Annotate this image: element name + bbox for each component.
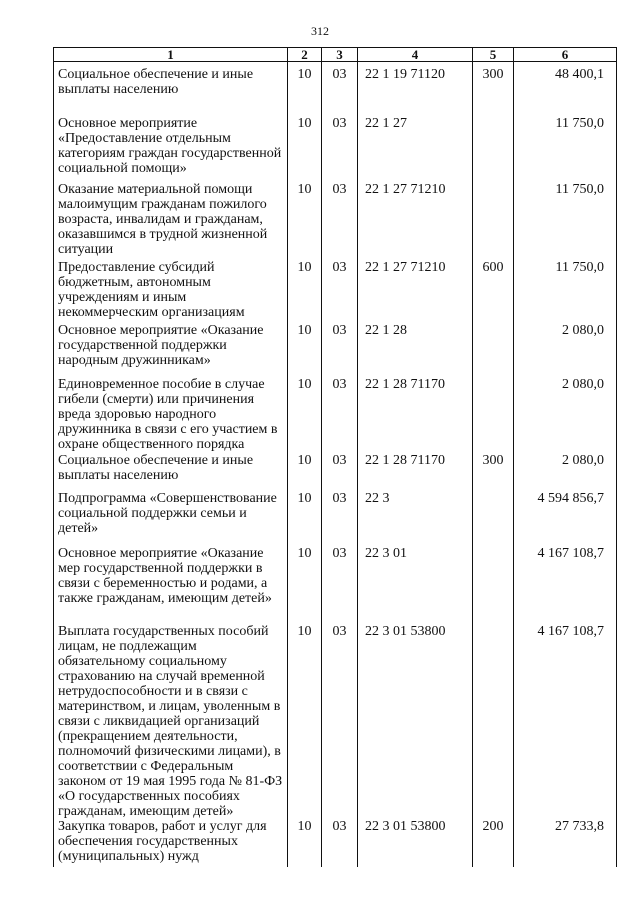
row-subsection: 03 (322, 260, 358, 323)
row-subsection: 03 (322, 182, 358, 260)
row-section: 10 (288, 546, 322, 624)
table-row (54, 116, 617, 182)
row-subsection: 03 (322, 377, 358, 453)
row-target-code: 22 3 01 (358, 546, 473, 624)
row-name: Социальное обеспечение и иные выплаты населению (54, 62, 288, 116)
row-amount: 2 080,0 (514, 377, 617, 453)
table-row (54, 182, 617, 260)
row-subsection: 03 (322, 323, 358, 377)
budget-table (53, 47, 617, 867)
row-target-code: 22 1 28 (358, 323, 473, 377)
row-amount: 11 750,0 (514, 182, 617, 260)
row-name: Социальное обеспечение и иные выплаты населению (54, 453, 288, 491)
table-row (54, 260, 617, 323)
table-row (54, 377, 617, 453)
row-target-code: 22 1 28 71170 (358, 453, 473, 491)
row-expense-type: 600 (473, 260, 514, 323)
row-name: Подпрограмма «Совершенствование социальной поддержки семьи и детей» (54, 491, 288, 546)
row-name: Закупка товаров, работ и услуг для обеспечения государственных (муниципальных) нужд (54, 819, 288, 867)
row-target-code: 22 3 01 53800 (358, 624, 473, 819)
row-section: 10 (288, 819, 322, 867)
row-amount: 27 733,8 (514, 819, 617, 867)
table-row (54, 62, 617, 116)
row-expense-type (473, 323, 514, 377)
table-row (54, 624, 617, 819)
column-header: 2 (288, 48, 322, 62)
row-name: Выплата государственных пособий лицам, не подлежащим обязательному социальному страхованию на случай временной нетрудоспособности и в связи с материнством, и лицам, уволенным в связи с ликвидацией организаций (прекращением деятельности, полномочий физическими лицами), в соответствии с Федеральным законом от 19 мая 1995 года № 81-ФЗ «О государственных пособиях гражданам, имеющим детей» (54, 624, 288, 819)
row-target-code: 22 1 27 (358, 116, 473, 182)
row-name: Оказание материальной помощи малоимущим гражданам пожилого возраста, инвалидам и гражданам, оказавшимся в трудной жизненной ситуации (54, 182, 288, 260)
table-row (54, 453, 617, 491)
row-subsection: 03 (322, 62, 358, 116)
table-row (54, 546, 617, 624)
row-subsection: 03 (322, 491, 358, 546)
table-row (54, 819, 617, 867)
row-expense-type (473, 182, 514, 260)
row-section: 10 (288, 260, 322, 323)
table-row (54, 491, 617, 546)
row-section: 10 (288, 453, 322, 491)
row-subsection: 03 (322, 116, 358, 182)
row-target-code: 22 1 28 71170 (358, 377, 473, 453)
row-subsection: 03 (322, 819, 358, 867)
row-section: 10 (288, 323, 322, 377)
row-target-code: 22 1 27 71210 (358, 182, 473, 260)
row-amount: 4 167 108,7 (514, 546, 617, 624)
row-amount: 48 400,1 (514, 62, 617, 116)
row-subsection: 03 (322, 546, 358, 624)
column-header: 5 (473, 48, 514, 62)
row-expense-type: 300 (473, 62, 514, 116)
row-amount: 2 080,0 (514, 323, 617, 377)
row-section: 10 (288, 624, 322, 819)
row-expense-type (473, 491, 514, 546)
row-expense-type: 300 (473, 453, 514, 491)
row-section: 10 (288, 116, 322, 182)
row-amount: 4 594 856,7 (514, 491, 617, 546)
row-expense-type (473, 624, 514, 819)
row-target-code: 22 1 27 71210 (358, 260, 473, 323)
row-expense-type: 200 (473, 819, 514, 867)
row-amount: 4 167 108,7 (514, 624, 617, 819)
row-target-code: 22 3 01 53800 (358, 819, 473, 867)
column-header: 4 (358, 48, 473, 62)
row-name: Основное мероприятие «Оказание мер государственной поддержки в связи с беременностью и родами, а также гражданам, имеющим детей» (54, 546, 288, 624)
row-section: 10 (288, 182, 322, 260)
column-header: 3 (322, 48, 358, 62)
column-header: 6 (514, 48, 617, 62)
row-amount: 11 750,0 (514, 260, 617, 323)
row-section: 10 (288, 491, 322, 546)
row-subsection: 03 (322, 453, 358, 491)
row-name: Предоставление субсидий бюджетным, автономным учреждениям и иным некоммерческим организациям (54, 260, 288, 323)
row-subsection: 03 (322, 624, 358, 819)
column-header: 1 (54, 48, 288, 62)
row-section: 10 (288, 62, 322, 116)
row-expense-type (473, 377, 514, 453)
table-row (54, 323, 617, 377)
row-target-code: 22 1 19 71120 (358, 62, 473, 116)
row-section: 10 (288, 377, 322, 453)
row-target-code: 22 3 (358, 491, 473, 546)
row-name: Основное мероприятие «Оказание государственной поддержки народным дружинникам» (54, 323, 288, 377)
table-header (54, 48, 617, 62)
row-expense-type (473, 546, 514, 624)
page-number: 312 (311, 24, 329, 38)
row-amount: 11 750,0 (514, 116, 617, 182)
row-name: Основное мероприятие «Предоставление отдельным категориям граждан государственной социальной помощи» (54, 116, 288, 182)
row-expense-type (473, 116, 514, 182)
row-amount: 2 080,0 (514, 453, 617, 491)
row-name: Единовременное пособие в случае гибели (смерти) или причинения вреда здоровью народного дружинника в связи с его участием в охране общественного порядка (54, 377, 288, 453)
